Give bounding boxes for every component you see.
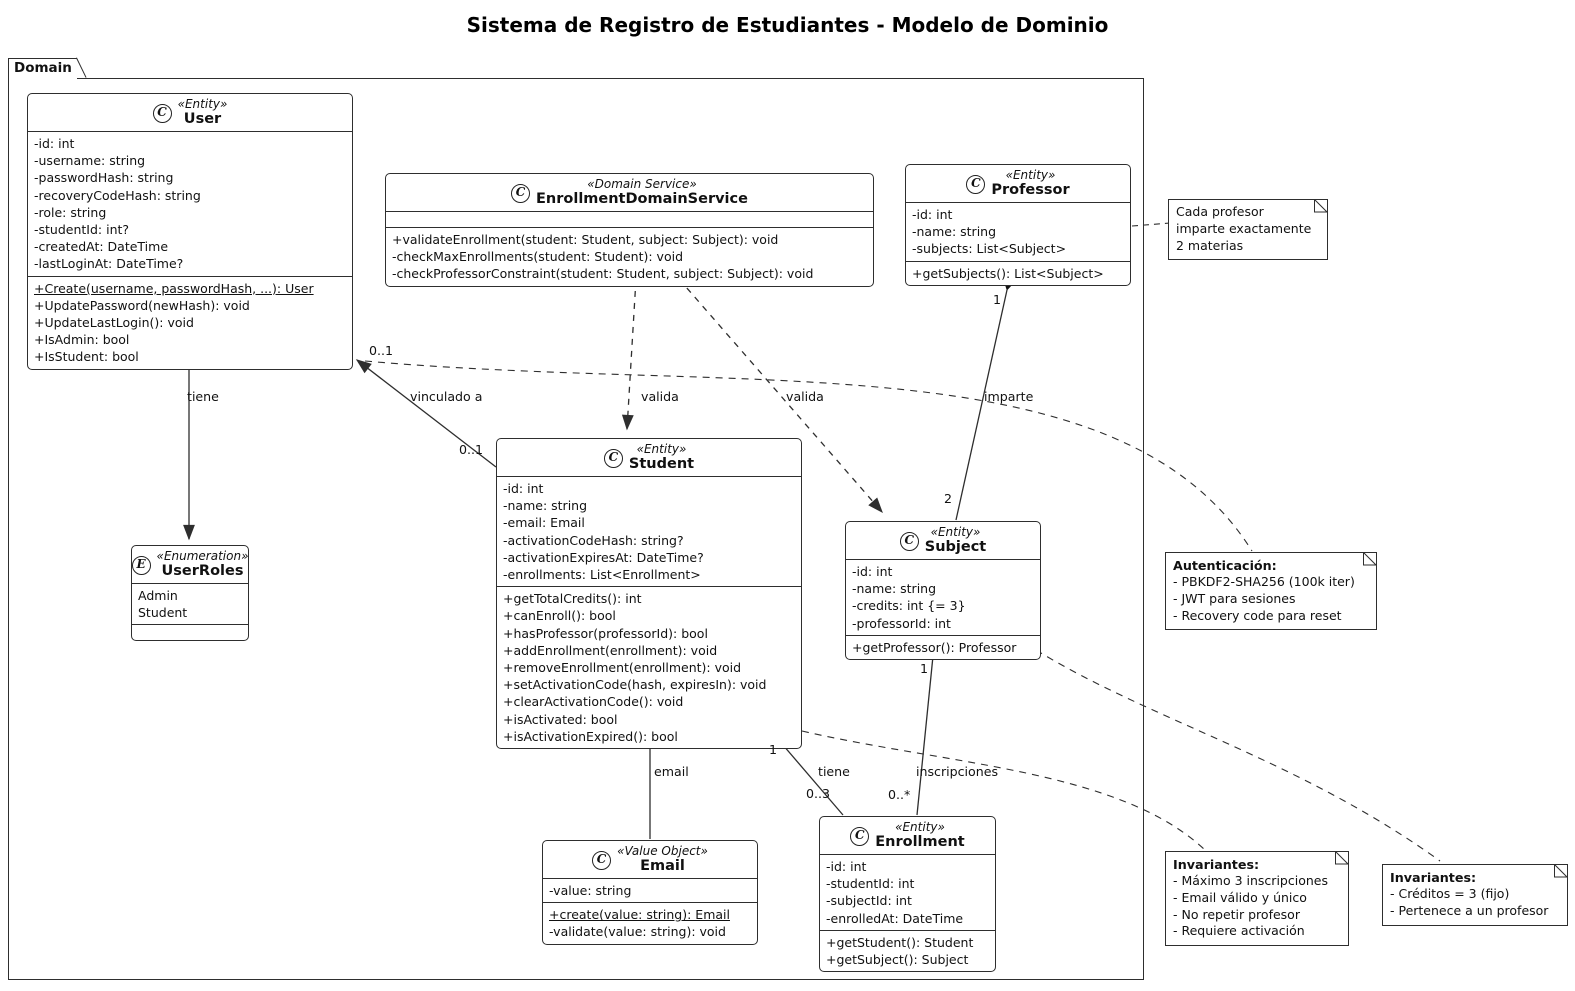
member-line: - PBKDF2-SHA256 (100k iter) — [1173, 574, 1355, 589]
member-line: -id: int — [34, 136, 75, 151]
class-name: User — [183, 111, 222, 127]
stereotype: «Entity» — [1005, 168, 1056, 182]
class-icon: C — [153, 104, 172, 123]
stereotype: «Entity» — [636, 442, 687, 456]
multiplicity-enrollment-03: 0..3 — [806, 786, 831, 801]
attributes-section — [543, 878, 757, 902]
member-line: -subjects: List<Subject> — [912, 241, 1067, 257]
class-email — [542, 840, 758, 945]
methods-section — [132, 624, 248, 640]
edge-subject-enrollment — [917, 656, 933, 815]
class-email-header — [543, 841, 757, 878]
member-line: 2 materias — [1176, 237, 1244, 253]
attributes-section — [497, 476, 801, 586]
edge-professor-subject — [956, 290, 1007, 520]
member-line: - Pertenece a un profesor — [1390, 902, 1549, 918]
member-line: -studentId: int? — [34, 222, 130, 238]
edge-eds-student — [627, 279, 636, 429]
stereotype: «Entity» — [930, 525, 981, 539]
attributes-section — [846, 559, 1040, 635]
note-fold-icon — [1314, 199, 1328, 213]
member-line: -checkMaxEnrollments(student: Student): void — [392, 249, 683, 265]
member-line: Admin — [138, 588, 178, 603]
member-line: -enrolledAt: DateTime — [826, 910, 964, 926]
class-icon: C — [604, 449, 623, 468]
methods-section — [820, 930, 995, 971]
class-eds-header — [386, 174, 873, 211]
member-line: -role: string — [34, 204, 107, 220]
note-professor — [1168, 199, 1328, 260]
member-line: -email: Email — [503, 515, 585, 531]
member-line: - Requiere activación — [1173, 923, 1305, 939]
attributes-section — [386, 211, 873, 227]
edge-label-tiene-enrollment: tiene — [818, 764, 850, 779]
member-line: - Créditos = 3 (fijo) — [1390, 886, 1510, 901]
multiplicity-student-end: 0..1 — [459, 442, 484, 457]
member-line: -activationCodeHash: string? — [503, 532, 684, 548]
edge-label-vinculado-a: vinculado a — [410, 389, 483, 404]
member-line: -id: int — [503, 481, 544, 496]
class-user — [27, 93, 353, 370]
class-subject-header — [846, 522, 1040, 559]
methods-section — [846, 635, 1040, 659]
class-name: EnrollmentDomainService — [536, 191, 748, 207]
note-invariants-subject — [1382, 864, 1568, 926]
class-icon: C — [511, 184, 530, 203]
edge-label-valida-subject: valida — [786, 389, 824, 404]
class-enrollment — [819, 816, 996, 972]
member-line: +getProfessor(): Professor — [852, 639, 1017, 655]
enum-icon: E — [132, 556, 151, 575]
edge-label-valida-student: valida — [641, 389, 679, 404]
enum-userroles-header — [132, 546, 248, 583]
member-line: -name: string — [852, 581, 937, 597]
member-line: +validateEnrollment(student: Student, subject: Subject): void — [392, 232, 779, 247]
member-line: +UpdateLastLogin(): void — [34, 315, 194, 331]
member-line: -value: string — [549, 883, 632, 898]
member-line: -name: string — [912, 224, 997, 240]
notelink-professor — [1132, 223, 1170, 226]
methods-section — [497, 586, 801, 748]
diagram-title: Sistema de Registro de Estudiantes - Modelo de Dominio — [466, 13, 1109, 37]
class-professor-header — [906, 165, 1130, 202]
member-line: +getSubjects(): List<Subject> — [912, 265, 1104, 281]
enum-userroles — [131, 545, 249, 641]
class-name: Email — [640, 858, 685, 874]
stereotype: «Entity» — [895, 820, 945, 834]
member-line: -professorId: int — [852, 615, 951, 631]
notelink-subject-invariants — [1036, 650, 1440, 861]
note-body — [1173, 574, 1369, 624]
note-title: Autenticación: — [1173, 558, 1277, 573]
member-line: +setActivationCode(hash, expiresIn): void — [503, 677, 767, 693]
note-authentication — [1165, 552, 1377, 630]
class-student-header — [497, 439, 801, 476]
member-line: -lastLoginAt: DateTime? — [34, 256, 184, 272]
methods-section — [543, 902, 757, 943]
member-line: - Recovery code para reset — [1173, 607, 1342, 623]
edge-label-email: email — [654, 764, 689, 779]
note-invariants-student — [1165, 851, 1349, 946]
member-line: -studentId: int — [826, 876, 915, 892]
member-line: -subjectId: int — [826, 893, 912, 909]
member-line: +removeEnrollment(enrollment): void — [503, 660, 742, 676]
note-fold-icon — [1554, 864, 1568, 878]
enum-values-section — [132, 583, 248, 624]
multiplicity-professor-end: 1 — [993, 292, 1002, 307]
member-line: - Email válido y único — [1173, 889, 1307, 905]
multiplicity-subject-enrollment-1: 1 — [920, 661, 929, 676]
attributes-section — [28, 131, 352, 276]
member-line: - JWT para sesiones — [1173, 590, 1296, 606]
attributes-section — [820, 854, 995, 930]
class-name: Enrollment — [875, 834, 965, 850]
member-line: - No repetir profesor — [1173, 906, 1300, 922]
note-body — [1176, 204, 1320, 254]
member-line: Cada profesor — [1176, 204, 1264, 219]
multiplicity-enrollment-0star: 0..* — [888, 787, 911, 802]
member-line: -id: int — [826, 859, 867, 874]
member-line: - Máximo 3 inscripciones — [1173, 873, 1328, 888]
class-name: Subject — [924, 539, 987, 555]
multiplicity-student-enrollment-1: 1 — [769, 742, 778, 757]
member-line: +isActivated: bool — [503, 711, 618, 727]
stereotype: «Value Object» — [617, 844, 708, 858]
member-line: +IsStudent: bool — [34, 349, 139, 365]
class-professor — [905, 164, 1131, 286]
member-line: -checkProfessorConstraint(student: Student, subject: Subject): void — [392, 266, 814, 282]
class-name: Student — [628, 456, 695, 472]
multiplicity-user-end: 0..1 — [369, 343, 394, 358]
member-line: -id: int — [912, 207, 953, 222]
class-subject — [845, 521, 1041, 660]
member-line: +getTotalCredits(): int — [503, 591, 642, 607]
note-title: Invariantes: — [1173, 857, 1260, 872]
member-line: -enrollments: List<Enrollment> — [503, 567, 701, 583]
class-icon: C — [966, 175, 985, 194]
class-student — [496, 438, 802, 749]
edge-label-tiene-userroles: tiene — [187, 389, 219, 404]
member-line: -username: string — [34, 153, 146, 169]
class-name: Professor — [991, 182, 1070, 198]
methods-section — [386, 227, 873, 286]
class-icon: C — [900, 532, 919, 551]
member-line: -activationExpiresAt: DateTime? — [503, 549, 704, 565]
member-line: -createdAt: DateTime — [34, 239, 169, 255]
member-line: +UpdatePassword(newHash): void — [34, 297, 250, 313]
stereotype: «Enumeration» — [156, 549, 249, 563]
stereotype: «Entity» — [177, 97, 228, 111]
class-enrollment-header — [820, 817, 995, 854]
member-line: -name: string — [503, 498, 588, 514]
note-fold-icon — [1363, 552, 1377, 566]
multiplicity-subject-end: 2 — [944, 491, 953, 506]
edge-label-inscripciones: inscripciones — [916, 764, 999, 779]
member-line: +Create(username, passwordHash, ...): User — [34, 280, 314, 296]
note-fold-icon — [1335, 851, 1349, 865]
methods-section — [28, 276, 352, 369]
note-body — [1173, 873, 1341, 940]
member-line: +canEnroll(): bool — [503, 608, 616, 624]
member-line: +getSubject(): Subject — [826, 952, 969, 968]
member-line: +addEnrollment(enrollment): void — [503, 642, 718, 658]
member-line: +hasProfessor(professorId): bool — [503, 625, 708, 641]
member-line: imparte exactamente — [1176, 220, 1312, 236]
member-line: -validate(value: string): void — [549, 924, 726, 940]
member-line: -recoveryCodeHash: string — [34, 187, 201, 203]
methods-section — [906, 261, 1130, 285]
edge-label-imparte: imparte — [984, 389, 1034, 404]
member-line: -credits: int {= 3} — [852, 598, 966, 614]
member-line: +isActivationExpired(): bool — [503, 728, 678, 744]
member-line: +getStudent(): Student — [826, 934, 974, 950]
class-name: UserRoles — [161, 563, 244, 579]
member-line: Student — [138, 605, 188, 621]
class-enrollment-domain-service — [385, 173, 874, 287]
class-icon: C — [850, 827, 869, 846]
stereotype: «Domain Service» — [587, 177, 697, 191]
class-icon: C — [592, 851, 611, 870]
attributes-section — [906, 202, 1130, 261]
member-line: +create(value: string): Email — [549, 907, 730, 923]
package-tab-label: Domain — [8, 58, 77, 79]
class-user-header — [28, 94, 352, 131]
member-line: +IsAdmin: bool — [34, 332, 130, 348]
member-line: -id: int — [852, 564, 893, 579]
note-title: Invariantes: — [1390, 870, 1477, 885]
member-line: -passwordHash: string — [34, 170, 174, 186]
note-body — [1390, 886, 1560, 920]
member-line: +clearActivationCode(): void — [503, 694, 684, 710]
